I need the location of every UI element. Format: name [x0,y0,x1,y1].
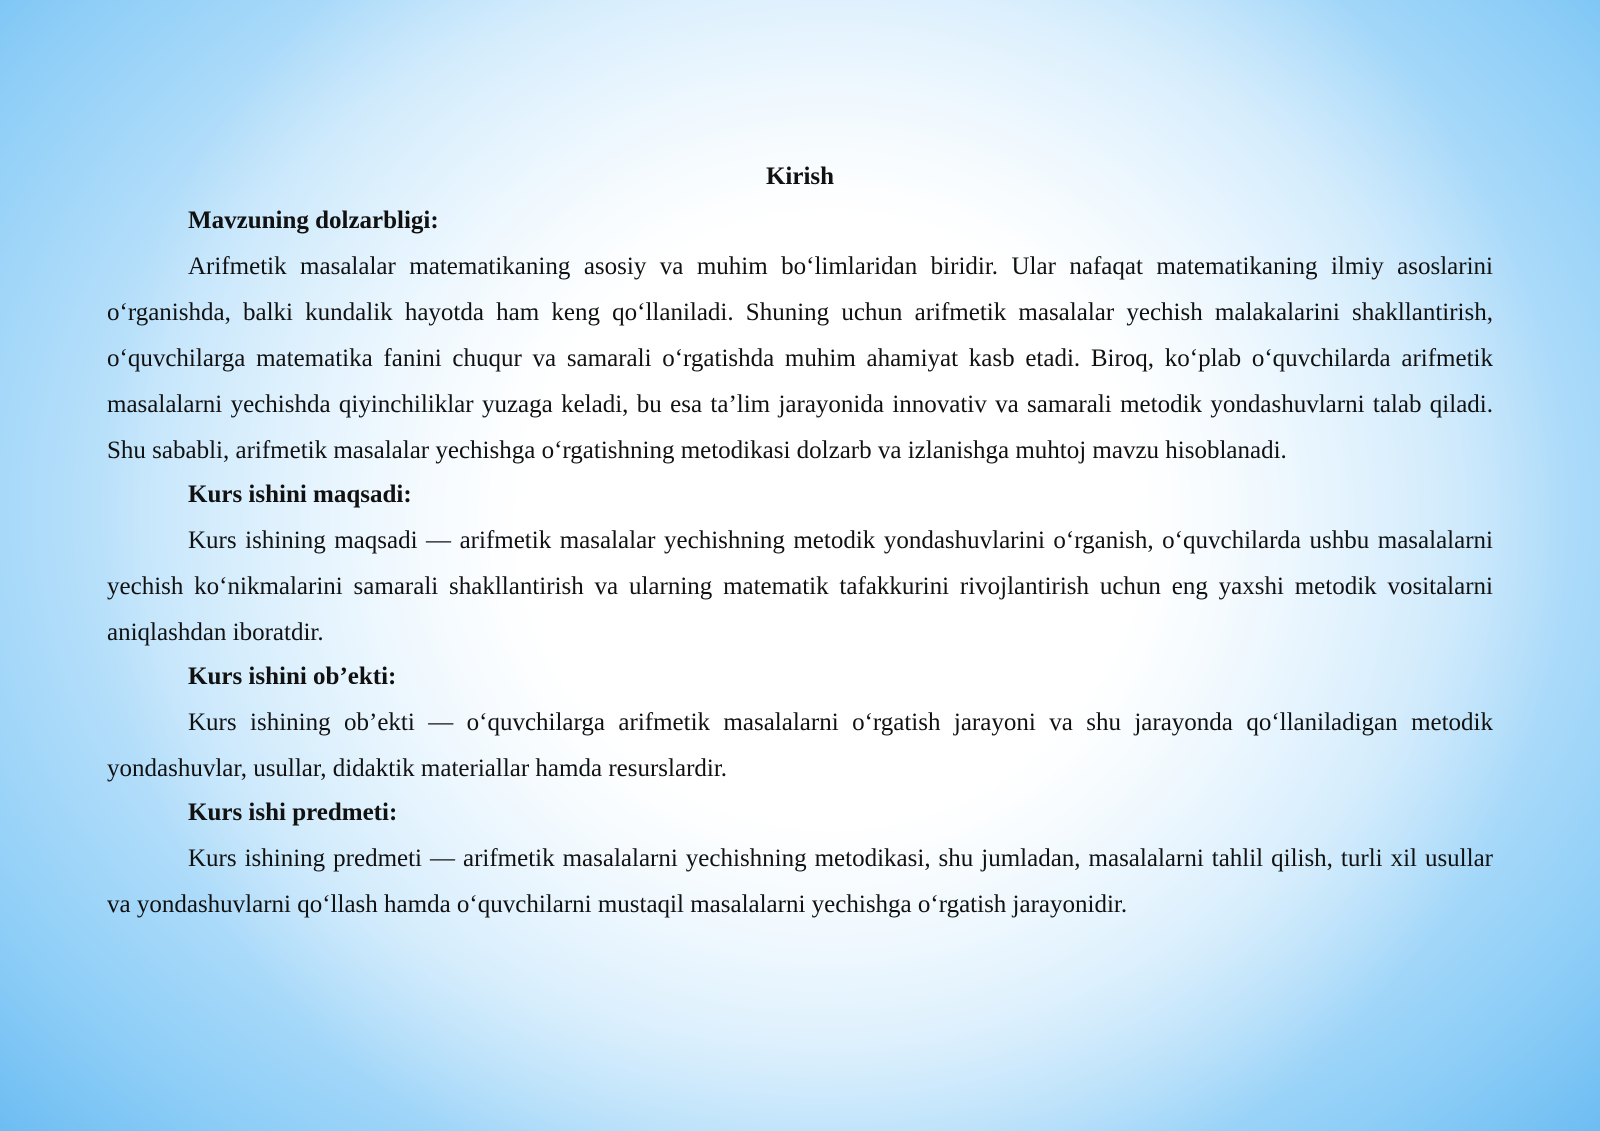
document-body [107,154,1493,928]
section-paragraph-goal: Kurs ishining maqsadi — arifmetik masalalar yechishning metodik yondashuvlarini o‘rganish, o‘quvchilarda ushbu masalalarni yechish ko‘nikmalarini samarali shakllantirish va ularning matematik tafakkurini rivojlantirish uchun eng yaxshi metodik vositalarni aniqlashdan iboratdir. [107,527,1493,646]
section-heading-subject: Kurs ishi predmeti: [188,799,398,826]
section-heading-relevance: Mavzuning dolzarbligi: [188,207,439,234]
section-paragraph-object: Kurs ishining ob’ekti — o‘quvchilarga arifmetik masalalarni o‘rgatish jarayoni va shu jarayonda qo‘llaniladigan metodik yondashuvlar, usullar, didaktik materiallar hamda resurslardir. [107,709,1493,782]
section-heading-object: Kurs ishini ob’ekti: [188,663,397,690]
section-paragraph-relevance: Arifmetik masalalar matematikaning asosiy va muhim bo‘limlaridan biridir. Ular nafaqat matematikaning ilmiy asoslarini o‘rganishda, balki kundalik hayotda ham keng qo‘llaniladi. Shuning uchun arifmetik masalalar yechish malakalarini shakllantirish, o‘quvchilarga matematika fanini chuqur va samarali o‘rgatishda muhim ahamiyat kasb etadi. Biroq, ko‘plab o‘quvchilarda arifmetik masalalarni yechishda qiyinchiliklar yuzaga keladi, bu esa ta’lim jarayonida innovativ va samarali metodik yondashuvlarni talab qiladi. Shu sababli, arifmetik masalalar yechishga o‘rgatishning metodikasi dolzarb va izlanishga muhtoj mavzu hisoblanadi. [107,253,1493,464]
section-heading-goal: Kurs ishini maqsadi: [188,481,412,508]
page-title: Kirish [765,163,835,190]
section-paragraph-subject: Kurs ishining predmeti — arifmetik masalalarni yechishning metodikasi, shu jumladan, masalalarni tahlil qilish, turli xil usullar va yondashuvlarni qo‘llash hamda o‘quvchilarni mustaqil masalalarni yechishga o‘rgatish jarayonidir. [107,845,1493,918]
